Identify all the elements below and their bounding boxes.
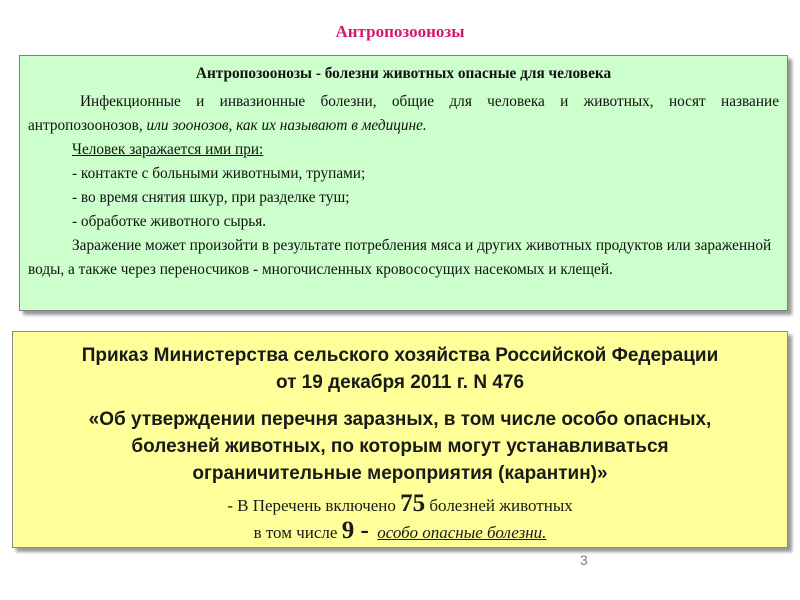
infection-item: - обработке животного сырья. [72,213,267,230]
order-title: Приказ Министерства сельского хозяйства Российской Федерации от 19 декабря 2011 г. N 476 [81,345,719,393]
definition-heading: Антропозоонозы - болезни животных опасные для человека [195,65,612,82]
disease-count-note: - В Перечень включено 75 болезней животных в том числе 9 - особо опасные болезни. [227,490,573,544]
infection-item: - во время снятия шкур, при разделке туш; [72,189,350,206]
order-quote: «Об утверждении перечня заразных, в том числе особо опасных, болезней животных, по которым могут устанавливаться ограничительные мероприятия (карантин)» [88,409,712,484]
total-disease-count: 75 [400,490,426,517]
order-box [12,331,788,548]
definition-text: Инфекционные и инвазионные болезни, общие для человека и животных, носят название антропозоонозов, [28,93,779,134]
dangerous-diseases-label: особо опасные болезни. [377,523,547,542]
infection-item: - контакте с больными животными, трупами; [72,165,366,182]
transmission-paragraph: Заражение может произойти в результате потребления мяса и других животных продуктов или зараженной воды, а также через переносчиков - многочисленных кровососущих насекомых и клещей. [28,237,772,278]
page-number: 3 [580,552,588,568]
slide-title: Антропозоонозы [335,22,465,41]
dangerous-disease-count: 9 - [341,517,369,544]
definition-italic-text: или зоонозов, как их называют в медицине. [142,117,427,134]
definition-paragraph [28,90,779,138]
infection-intro: Человек заражается ими при: [72,141,264,158]
definition-box [19,55,788,311]
